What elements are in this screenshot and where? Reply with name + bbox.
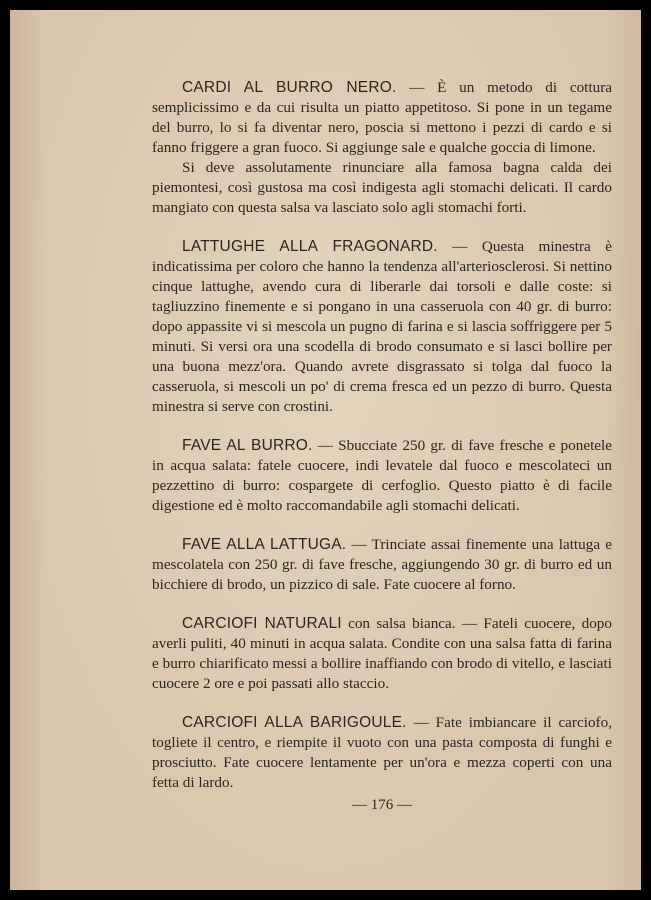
- recipe-text: — Questa minestra è indicatissima per coloro che hanno la tendenza all'arteriosclerosi. Si nettino cinque lattughe, avendo cura di liberarle dai torsoli e dalle coste: si tagliuzzino finemente e si pongano in una casseruola con 40 gr. di burro: dopo appassite vi si mescola un pugno di farina e si lascia soffriggere per 5 minuti. Si versi ora una scodella di brodo consumato e si lasci bollire per una buona mezz'ora. Quando avrete disgrassato si tolga dal fuoco la casseruola, si mescoli un po' di crema fresca ed un pezzo di burro. Questa minestra si serve con crostini.: [152, 238, 612, 415]
- recipe-title: LATTUGHE ALLA FRAGONARD.: [182, 238, 438, 255]
- recipe-fave-alla-lattuga: [152, 535, 612, 595]
- recipe-title: CARDI AL BURRO NERO.: [182, 79, 397, 96]
- recipe-text: — Sbucciate 250 gr. di fave fresche e ponetele in acqua salata: fatele cuocere, indi levatele dal fuoco e mescolateci un pezzettino di burro: cospargete di cerfoglio. Questo piatto è di facile digestione ed è molto raccomandabile agli stomachi delicati.: [152, 437, 612, 514]
- recipe-paragraph: [152, 535, 612, 595]
- recipe-cardi-al-burro-nero: [152, 78, 612, 218]
- recipe-text: Si deve assolutamente rinunciare alla famosa bagna calda dei piemontesi, così gustosa ma così indigesta agli stomachi delicati. Il cardo mangiato con questa salsa va lasciato solo agli stomachi forti.: [152, 159, 612, 216]
- recipe-text: con salsa bianca. — Fateli cuocere, dopo averli puliti, 40 minuti in acqua salata. Condite con una salsa fatta di farina e burro chiarificato messi a bollire inaffiando con brodo di vitello, e lasciati cuocere 2 ore e poi passati allo staccio.: [152, 615, 612, 692]
- recipe-carciofi-alla-barigoule: [152, 713, 612, 793]
- recipe-paragraph: [152, 713, 612, 793]
- book-page: [10, 10, 641, 890]
- page-number: — 176 —: [352, 797, 412, 813]
- recipe-title: FAVE ALLA LATTUGA.: [182, 536, 347, 553]
- recipe-paragraph: [152, 237, 612, 417]
- recipe-text: — Fate imbiancare il carciofo, togliete il centro, e riempite il vuoto con una pasta composta di funghi e prosciutto. Fate cuocere lentamente per un'ora e mezza coperti con una fetta di lardo.: [152, 714, 612, 791]
- recipe-carciofi-naturali: [152, 614, 612, 694]
- recipe-fave-al-burro: [152, 436, 612, 516]
- recipe-text: — Trinciate assai finemente una lattuga e mescolatela con 250 gr. di fave fresche, aggiungendo 30 gr. di burro ed un bicchiere di brodo, un pizzico di sale. Fate cuocere al forno.: [152, 536, 612, 593]
- recipe-paragraph: [152, 614, 612, 694]
- recipe-paragraph: [152, 78, 612, 158]
- recipe-title: FAVE AL BURRO.: [182, 437, 313, 454]
- recipe-paragraph: [152, 436, 612, 516]
- recipe-title: CARCIOFI ALLA BARIGOULE.: [182, 714, 407, 731]
- recipe-lattughe-alla-fragonard: [152, 237, 612, 417]
- recipe-title: CARCIOFI NATURALI: [182, 615, 342, 632]
- recipe-text: — È un metodo di cottura semplicissimo e da cui risulta un piatto appetitoso. Si pone in un tegame del burro, lo si fa diventar nero, poscia si mettono i pezzi di cardo e si fanno friggere a gran fuoco. Si aggiunge sale e qualche goccia di limone.: [152, 79, 612, 156]
- recipe-paragraph: [152, 158, 612, 218]
- page-content: [152, 78, 612, 812]
